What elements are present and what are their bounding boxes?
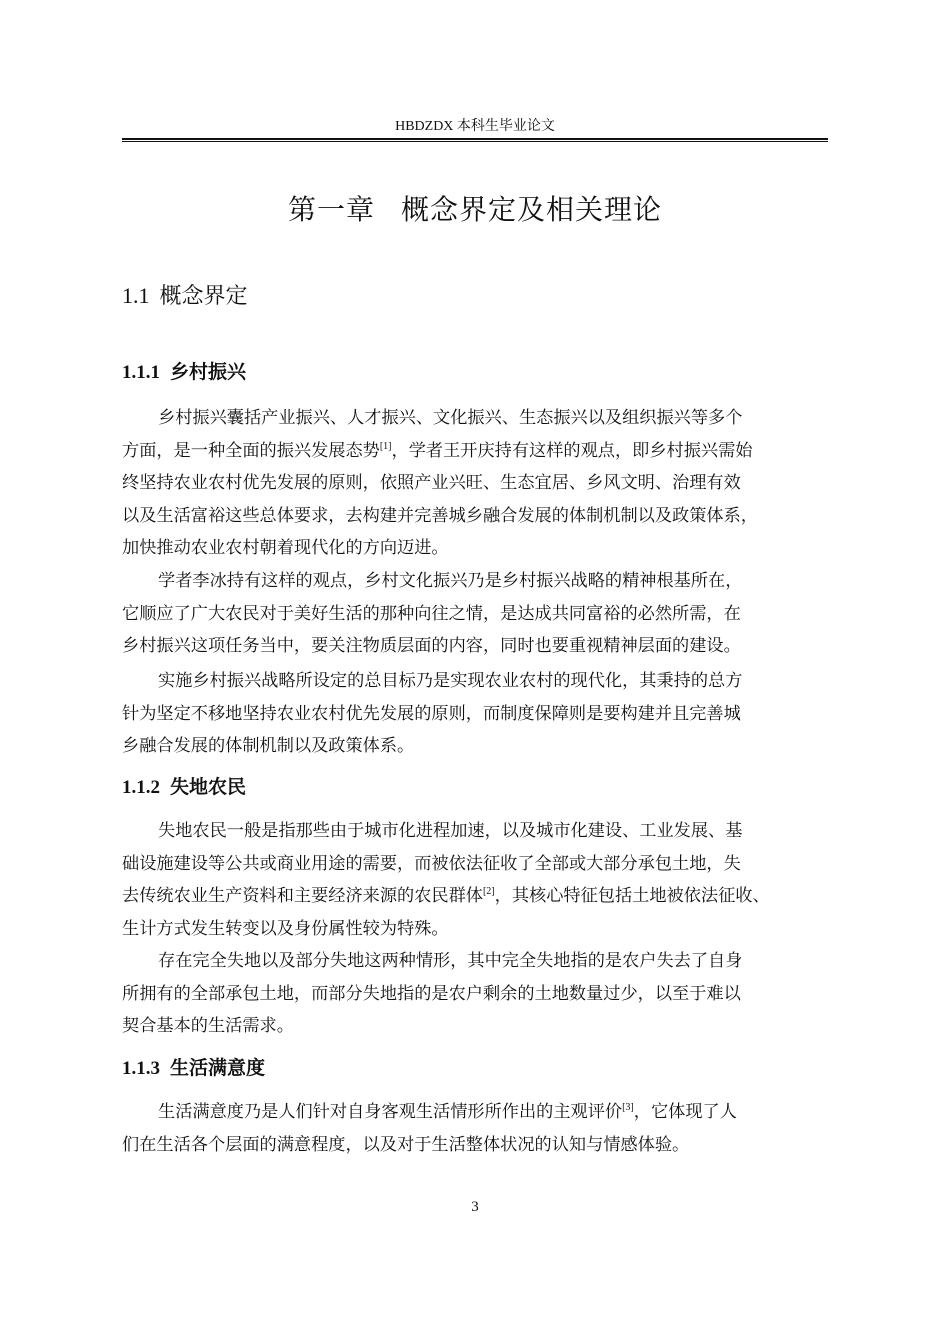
- text-run: ，其核心特征包括土地被依法征收、: [494, 886, 770, 906]
- section-heading: [122, 281, 248, 312]
- subsection-number: 1.1.3: [122, 1058, 160, 1079]
- running-header: HBDZDX 本科生毕业论文: [395, 119, 555, 134]
- text-line: 加快推动农业农村朝着现代化的方向迈进。: [122, 538, 449, 558]
- text-line: 乡村振兴这项任务当中，要关注物质层面的内容，同时也要重视精神层面的建设。: [122, 636, 741, 656]
- chapter-name: 概念界定及相关理论: [401, 193, 663, 226]
- paragraph: [122, 565, 832, 663]
- text-line: [122, 1096, 832, 1129]
- subsection-heading-2: [122, 774, 246, 801]
- text-line: 以及生活富裕这些总体要求，去构建并完善城乡融合发展的体制机制以及政策体系，: [122, 505, 758, 526]
- subsection-title: 失地农民: [170, 776, 247, 798]
- text-run: 方面，是一种全面的振兴发展态势: [122, 440, 380, 461]
- text-line: 们在生活各个层面的满意程度，以及对于生活整体状况的认知与情感体验。: [122, 1134, 690, 1155]
- text-line: 生计方式发生转变以及身份属性较为特殊。: [122, 918, 449, 939]
- page-number: 3: [471, 1199, 479, 1215]
- text-line: [122, 435, 832, 468]
- paragraph: [122, 945, 832, 1043]
- text-line: [122, 880, 832, 913]
- text-line: 础设施建设等公共或商业用途的需要，而被依法征收了全部或大部分承包土地，失: [122, 853, 741, 874]
- subsection-number: 1.1.1: [122, 362, 160, 383]
- section-title: 概念界定: [159, 284, 248, 309]
- subsection-title: 乡村振兴: [170, 361, 247, 383]
- text-line: 它顺应了广大农民对于美好生活的那种向往之情，是达成共同富裕的必然所需，在: [122, 603, 741, 624]
- subsection-title: 生活满意度: [170, 1057, 266, 1079]
- citation-ref: [3]: [622, 1102, 634, 1113]
- text-line: 乡村振兴囊括产业振兴、人才振兴、文化振兴、生态振兴以及组织振兴等多个: [158, 408, 743, 428]
- text-line: 实施乡村振兴战略所设定的总目标乃是实现农业农村的现代化，其秉持的总方: [158, 671, 743, 691]
- text-run: ，它体现了人: [633, 1102, 737, 1122]
- subsection-number: 1.1.2: [122, 777, 160, 798]
- text-line: 所拥有的全部承包土地，而部分失地指的是农户剩余的土地数量过少，以至于难以: [122, 983, 741, 1004]
- text-line: 契合基本的生活需求。: [122, 1016, 294, 1036]
- paragraph: [122, 402, 832, 565]
- text-line: 失地农民一般是指那些由于城市化进程加速，以及城市化建设、工业发展、基: [158, 821, 743, 841]
- header-rule: [122, 138, 828, 140]
- paragraph: [122, 815, 832, 945]
- chapter-label: 第一章: [287, 193, 375, 226]
- section-number: 1.1: [122, 283, 150, 308]
- citation-ref: [2]: [482, 886, 495, 897]
- paragraph: [122, 665, 832, 763]
- citation-ref: [1]: [379, 440, 392, 452]
- chapter-title: [122, 190, 828, 230]
- header-rule-thin: [122, 141, 828, 142]
- text-line: 学者李冰持有这样的观点，乡村文化振兴乃是乡村振兴战略的精神根基所在，: [158, 571, 743, 591]
- text-line: 存在完全失地以及部分失地这两种情形，其中完全失地指的是农户失去了自身: [158, 951, 743, 971]
- subsection-heading-3: [122, 1055, 265, 1082]
- paragraph: [122, 1096, 832, 1161]
- text-run: 生活满意度乃是人们针对自身客观生活情形所作出的主观评价: [158, 1102, 623, 1122]
- subsection-heading-1: [122, 359, 246, 386]
- text-run: 去传统农业生产资料和主要经济来源的农民群体: [122, 886, 483, 906]
- text-run: ，学者王开庆持有这样的观点，即乡村振兴需始: [391, 440, 753, 461]
- text-line: 乡融合发展的体制机制以及政策体系。: [122, 736, 415, 756]
- text-line: 针为坚定不移地坚持农业农村优先发展的原则，而制度保障则是要构建并且完善城: [122, 703, 741, 724]
- text-line: 终坚持农业农村优先发展的原则，依照产业兴旺、生态宜居、乡风文明、治理有效: [122, 473, 741, 493]
